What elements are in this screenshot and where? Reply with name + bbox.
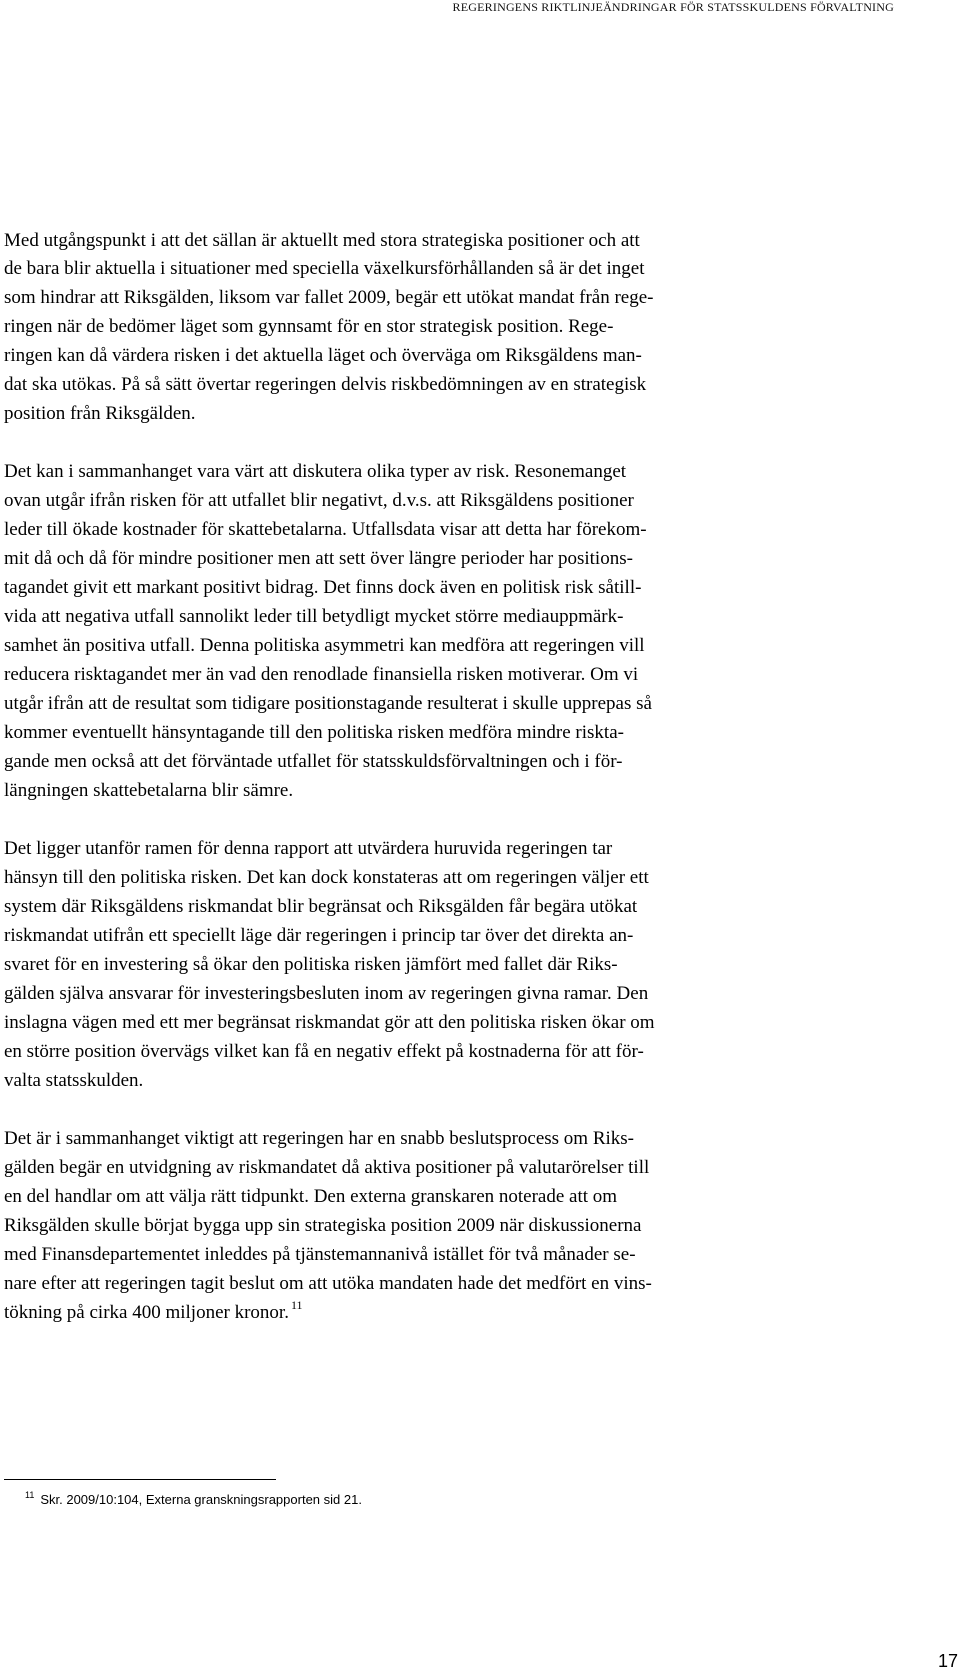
text-line: Det ligger utanför ramen för denna rapport att utvärdera huruvida regeringen tar	[4, 838, 613, 859]
text-line: valta statsskulden.	[4, 1070, 144, 1091]
footnote-text: Skr. 2009/10:104, Externa granskningsrapporten sid 21.	[40, 1492, 362, 1507]
text-line: gälden själva ansvarar för investeringsbesluten inom av regeringen givna ramar. Den	[4, 983, 649, 1004]
footnote-divider	[4, 1479, 276, 1480]
text-line: system där Riksgäldens riskmandat blir begränsat och Riksgälden får begära utökat	[4, 896, 638, 917]
footnote	[25, 1492, 362, 1509]
text-line: kommer eventuellt hänsyntagande till den politiska risken medföra mindre riskta-	[4, 722, 624, 743]
text-line: en del handlar om att välja rätt tidpunkt. Den externa granskaren noterade att om	[4, 1186, 618, 1207]
text-line: som hindrar att Riksgälden, liksom var fallet 2009, begär ett utökat mandat från rege-	[4, 287, 654, 308]
text-line: leder till ökade kostnader för skattebetalarna. Utfallsdata visar att detta har förekom-	[4, 519, 647, 540]
text-line: längningen skattebetalarna blir sämre.	[4, 780, 294, 801]
text-line: med Finansdepartementet inleddes på tjänstemannanivå istället för två månader se-	[4, 1244, 636, 1265]
text-line: reducera risktagandet mer än vad den renodlade finansiella risken motiverar. Om vi	[4, 664, 639, 685]
running-header: REGERINGENS RIKTLINJEÄNDRINGAR FÖR STATSSKULDENS FÖRVALTNING	[452, 0, 894, 14]
text-line: ovan utgår ifrån risken för att utfallet blir negativt, d.v.s. att Riksgäldens positioner	[4, 490, 634, 511]
text-line: nare efter att regeringen tagit beslut om att utöka mandaten hade det medfört en vins-	[4, 1273, 652, 1294]
text-line: gälden begär en utvidgning av riskmandatet då aktiva positioner på valutarörelser till	[4, 1157, 650, 1178]
footnote-reference[interactable]: 11	[290, 1297, 303, 1312]
text-line: Det kan i sammanhanget vara värt att diskutera olika typer av risk. Resonemanget	[4, 461, 627, 482]
text-line: samhet än positiva utfall. Denna politiska asymmetri kan medföra att regeringen vill	[4, 635, 645, 656]
text-line: utgår ifrån att de resultat som tidigare positionstagande resulterat i skulle upprepas så	[4, 693, 652, 714]
text-line: Med utgångspunkt i att det sällan är aktuellt med stora strategiska positioner och att	[4, 230, 640, 251]
text-line: mit då och då för mindre positioner men att sett över längre perioder har positions-	[4, 548, 633, 569]
text-line: inslagna vägen med ett mer begränsat riskmandat gör att den politiska risken ökar om	[4, 1012, 655, 1033]
text-line: position från Riksgälden.	[4, 403, 196, 424]
text-line-last	[4, 1297, 303, 1325]
text-line: tagandet givit ett markant positivt bidrag. Det finns dock även en politisk risk såtill-	[4, 577, 642, 598]
text-line: vida att negativa utfall sannolikt leder till betydligt mycket större mediauppmärk-	[4, 606, 624, 627]
text-line: Riksgälden skulle börjat bygga upp sin strategiska position 2009 när diskussionerna	[4, 1215, 642, 1236]
footnote-number: 11	[25, 1490, 35, 1500]
text-line: hänsyn till den politiska risken. Det kan dock konstateras att om regeringen väljer ett	[4, 867, 649, 888]
text-line: Det är i sammanhanget viktigt att regeringen har en snabb beslutsprocess om Riks-	[4, 1128, 635, 1149]
text-line: svaret för en investering så ökar den politiska risken jämfört med fallet där Riks-	[4, 954, 618, 975]
text-line: riskmandat utifrån ett speciellt läge där regeringen i princip tar över det direkta an-	[4, 925, 634, 946]
text-line: ringen när de bedömer läget som gynnsamt för en stor strategisk position. Rege-	[4, 316, 614, 337]
text-line: en större position övervägs vilket kan få en negativ effekt på kostnaderna för att för-	[4, 1041, 644, 1062]
page-number: 17	[937, 1651, 958, 1671]
text-line: ringen kan då värdera risken i det aktuella läget och överväga om Riksgäldens man-	[4, 345, 642, 366]
text-line: tökning på cirka 400 miljoner kronor.	[4, 1302, 289, 1323]
text-line: dat ska utökas. På så sätt övertar regeringen delvis riskbedömningen av en strategisk	[4, 374, 647, 395]
text-line: de bara blir aktuella i situationer med speciella växelkursförhållanden så är det inget	[4, 258, 645, 279]
text-line: gande men också att det förväntade utfallet för statsskuldsförvaltningen och i för-	[4, 751, 623, 772]
